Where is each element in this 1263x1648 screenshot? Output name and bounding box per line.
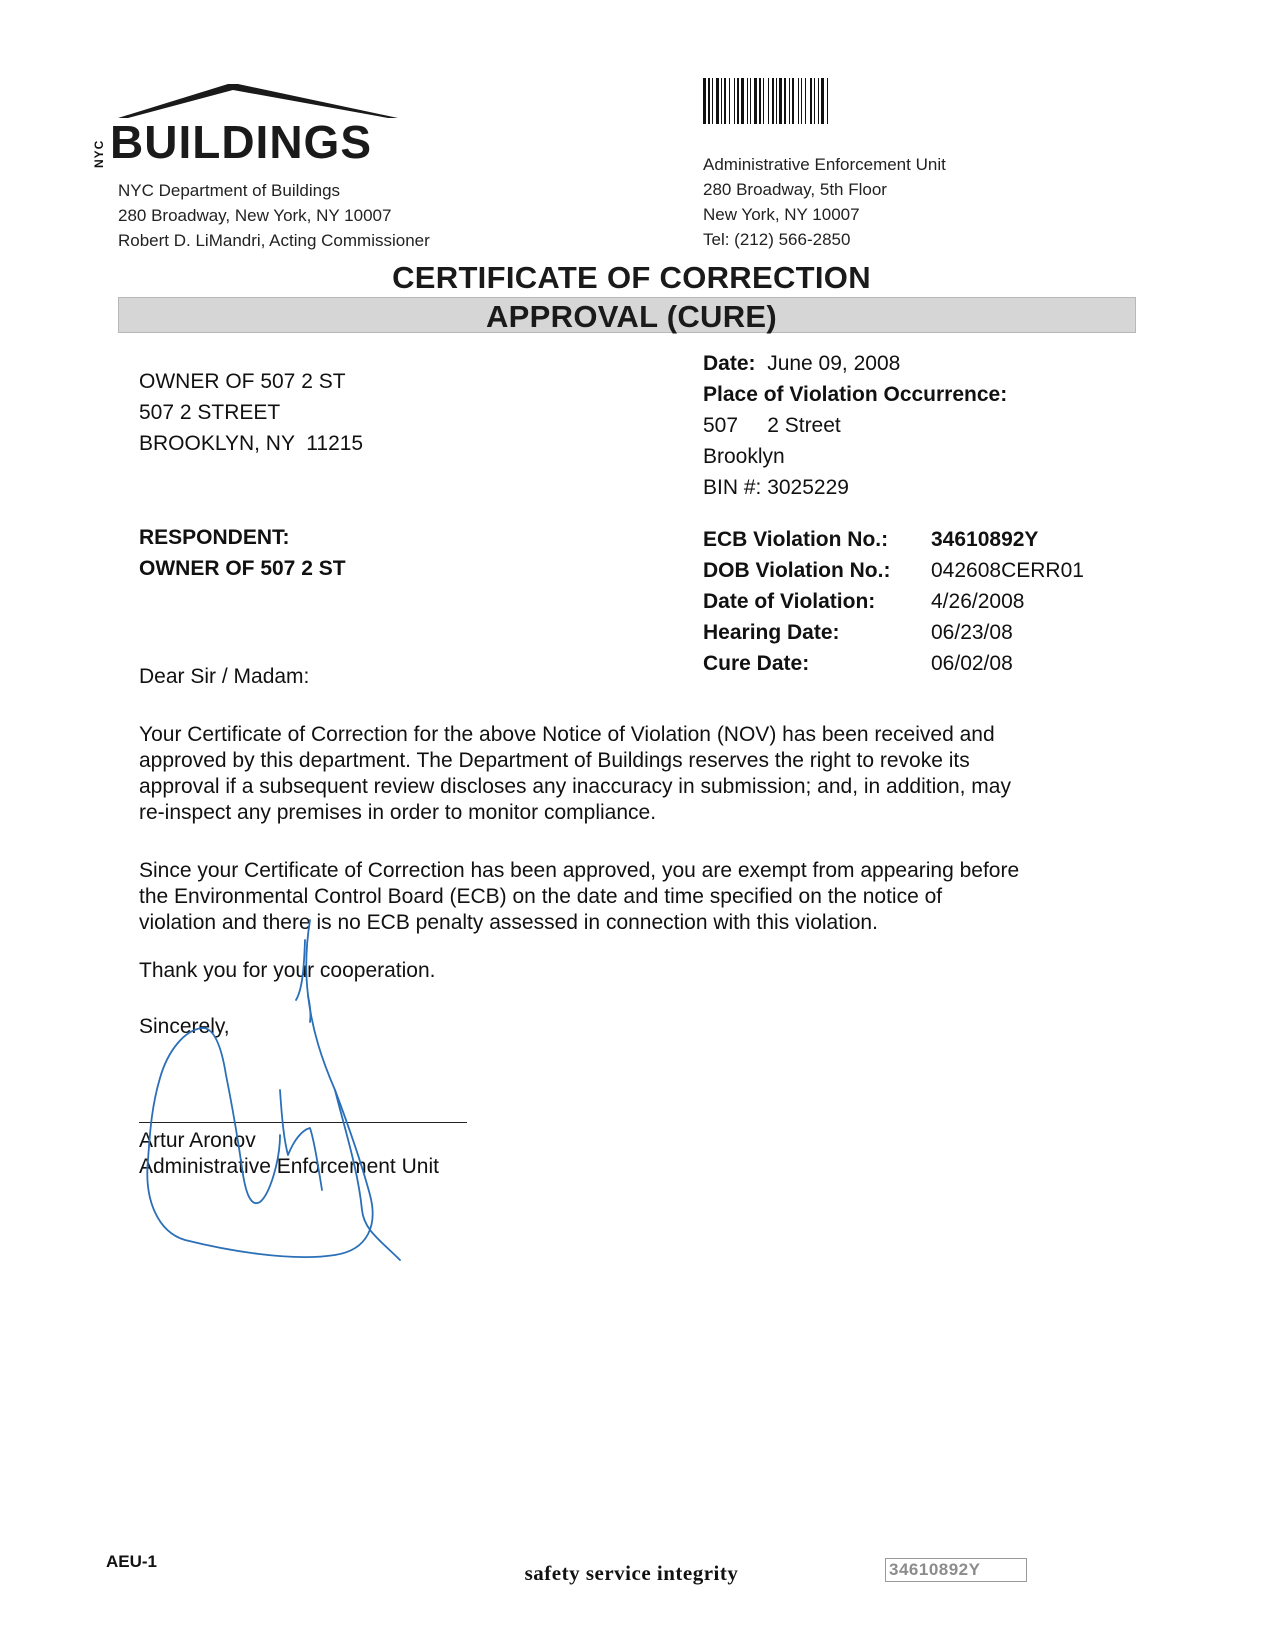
signer-name: Artur Aronov <box>139 1129 256 1152</box>
ecb-violation-value: 34610892Y <box>931 528 1039 551</box>
form-code: AEU-1 <box>106 1552 158 1571</box>
department-address: 280 Broadway, New York, NY 10007 <box>118 206 392 225</box>
respondent-label: RESPONDENT: <box>139 526 290 549</box>
department-info <box>118 178 430 253</box>
date-label: Date: <box>703 352 756 375</box>
hearing-date-label: Hearing Date: <box>703 621 840 644</box>
addressee-street: 507 2 STREET <box>139 401 281 424</box>
cure-date-value: 06/02/08 <box>931 652 1013 675</box>
thanks-line: Thank you for your cooperation. <box>139 959 436 982</box>
violation-date-label: Date of Violation: <box>703 590 876 613</box>
unit-address-line2: New York, NY 10007 <box>703 205 860 224</box>
paragraph-approval-line: Your Certificate of Correction for the above Notice of Violation (NOV) has been received and <box>139 723 995 746</box>
logo-wordmark: BUILDINGS <box>110 116 372 168</box>
unit-phone: Tel: (212) 566-2850 <box>703 230 851 249</box>
barcode-icon <box>703 78 949 124</box>
paragraph-approval-line: approved by this department. The Department of Buildings reserves the right to revoke its <box>139 749 970 772</box>
dob-violation-value: 042608CERR01 <box>931 559 1084 582</box>
ecb-violation-label: ECB Violation No.: <box>703 528 889 551</box>
handwritten-signature <box>130 890 450 1280</box>
place-borough: Brooklyn <box>703 445 785 468</box>
footer-violation-box: 34610892Y <box>885 1558 1027 1582</box>
paragraph-approval <box>139 722 1119 826</box>
closing-line: Sincerely, <box>139 1015 230 1038</box>
commissioner-name: Robert D. LiMandri, Acting Commissioner <box>118 231 430 250</box>
hearing-date-value: 06/23/08 <box>931 621 1013 644</box>
paragraph-approval-line: re-inspect any premises in order to monitor compliance. <box>139 801 657 824</box>
violation-date-value: 4/26/2008 <box>931 590 1025 613</box>
violation-date-row <box>703 586 1084 617</box>
cure-date-label: Cure Date: <box>703 652 810 675</box>
department-name: NYC Department of Buildings <box>118 181 341 200</box>
salutation: Dear Sir / Madam: <box>139 665 310 688</box>
paragraph-approval-line: approval if a subsequent review discloses any inaccuracy in submission; and, in addition, may <box>139 775 1011 798</box>
place-street: 507 2 Street <box>703 414 841 437</box>
addressee-block <box>139 366 363 459</box>
hearing-date-row <box>703 617 1084 648</box>
dob-violation-row <box>703 555 1084 586</box>
date-place-block <box>703 348 1007 503</box>
logo-nyc-text: NYC <box>92 139 106 168</box>
paragraph-exemption-line: violation and there is no ECB penalty assessed in connection with this violation. <box>139 911 878 934</box>
violation-details <box>703 524 1084 679</box>
document-title: CERTIFICATE OF CORRECTION <box>392 260 871 295</box>
document-subtitle: APPROVAL (CURE) <box>486 299 777 334</box>
unit-address-line1: 280 Broadway, 5th Floor <box>703 180 887 199</box>
addressee-name: OWNER OF 507 2 ST <box>139 370 346 393</box>
place-label: Place of Violation Occurrence: <box>703 383 1008 406</box>
bin-number: BIN #: 3025229 <box>703 476 849 499</box>
paragraph-exemption-line: the Environmental Control Board (ECB) on the date and time specified on the notice of <box>139 885 943 908</box>
paragraph-exemption-line: Since your Certificate of Correction has been approved, you are exempt from appearing before <box>139 859 1020 882</box>
ecb-violation-row <box>703 524 1084 555</box>
dob-violation-label: DOB Violation No.: <box>703 559 891 582</box>
date-value: June 09, 2008 <box>767 352 901 375</box>
respondent-name: OWNER OF 507 2 ST <box>139 557 346 580</box>
unit-name: Administrative Enforcement Unit <box>703 155 946 174</box>
unit-info <box>703 152 946 252</box>
addressee-city: BROOKLYN, NY 11215 <box>139 432 364 455</box>
respondent-block <box>139 522 346 584</box>
signer-unit: Administrative Enforcement Unit <box>139 1155 439 1178</box>
footer-motto: safety service integrity <box>524 1561 739 1585</box>
